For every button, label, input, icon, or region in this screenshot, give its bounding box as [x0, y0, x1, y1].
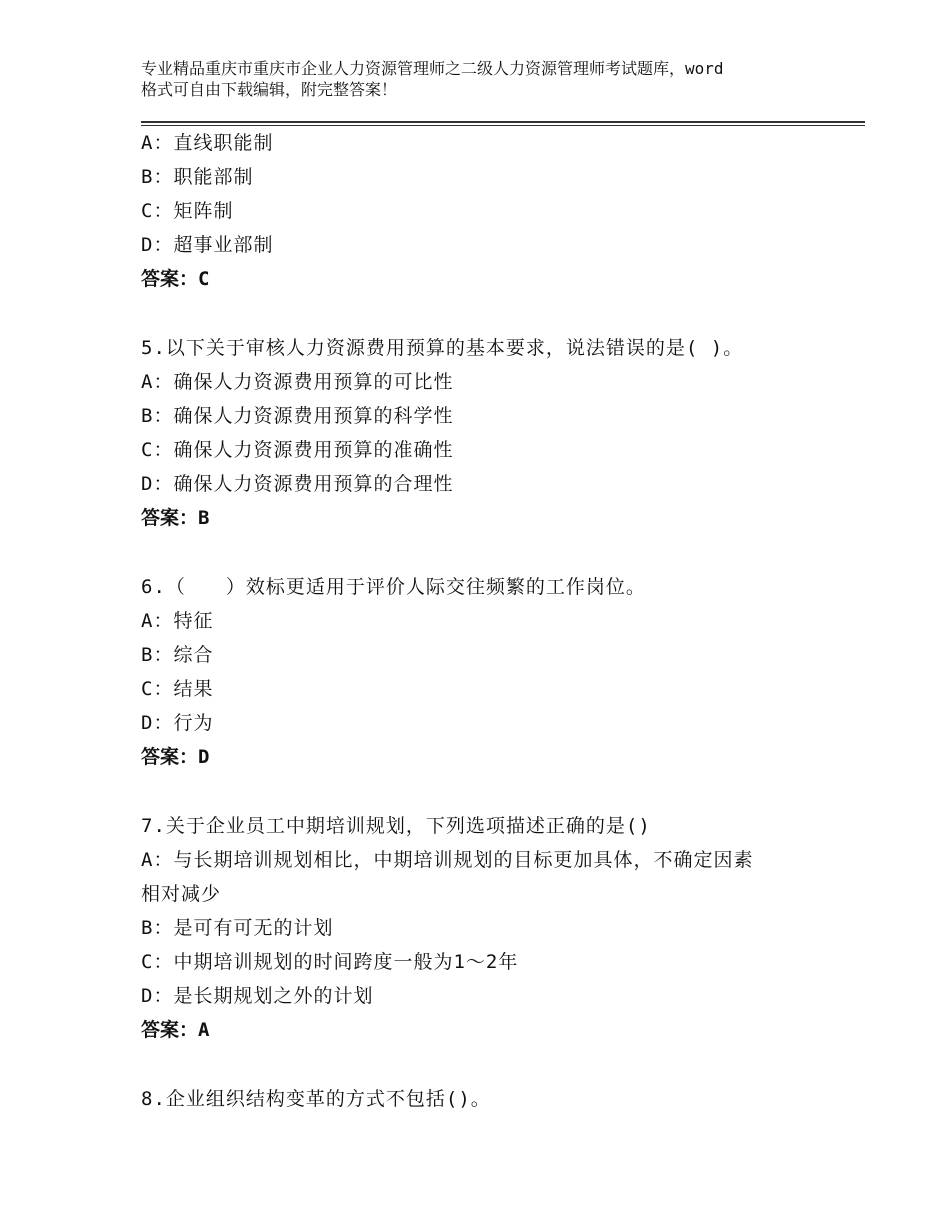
header-line-2: 格式可自由下载编辑，附完整答案！ [141, 80, 398, 99]
q7-option-b: B：是可有可无的计划 [141, 917, 334, 939]
q7-option-c: C：中期培训规划的时间跨度一般为1～2年 [141, 951, 519, 973]
q5-option-b: B：确保人力资源费用预算的科学性 [141, 405, 454, 427]
q6-option-d: D：行为 [141, 712, 214, 734]
q5-option-a: A：确保人力资源费用预算的可比性 [141, 371, 454, 393]
q6-option-c: C：结果 [141, 678, 214, 700]
q5-option-d: D：确保人力资源费用预算的合理性 [141, 473, 454, 495]
q6-option-b: B：综合 [141, 644, 214, 666]
q5-question: 5.以下关于审核人力资源费用预算的基本要求，说法错误的是( )。 [141, 337, 744, 359]
header-line-1: 专业精品重庆市重庆市企业人力资源管理师之二级人力资源管理师考试题库，word [141, 59, 724, 78]
q4-option-c: C：矩阵制 [141, 200, 234, 222]
q6-question: 6.（ ）效标更适用于评价人际交往频繁的工作岗位。 [141, 576, 646, 598]
q7-answer: 答案：A [141, 1019, 210, 1041]
document-header [141, 58, 841, 100]
q6-option-a: A：特征 [141, 610, 214, 632]
q4-option-a: A：直线职能制 [141, 132, 274, 154]
q5-option-c: C：确保人力资源费用预算的准确性 [141, 439, 454, 461]
q5-answer: 答案：B [141, 507, 210, 529]
header-divider-bottom [141, 125, 865, 126]
q4-option-d: D：超事业部制 [141, 234, 274, 256]
q7-option-d: D：是长期规划之外的计划 [141, 985, 374, 1007]
q4-option-b: B：职能部制 [141, 166, 254, 188]
header-divider-top [141, 121, 865, 123]
q6-answer: 答案：D [141, 746, 210, 768]
q8-question: 8.企业组织结构变革的方式不包括()。 [141, 1088, 491, 1110]
q7-question: 7.关于企业员工中期培训规划，下列选项描述正确的是() [141, 815, 651, 837]
q7-option-a-continued: 相对减少 [141, 883, 222, 905]
q7-option-a: A：与长期培训规划相比，中期培训规划的目标更加具体，不确定因素 [141, 849, 754, 871]
q4-answer: 答案：C [141, 268, 210, 290]
